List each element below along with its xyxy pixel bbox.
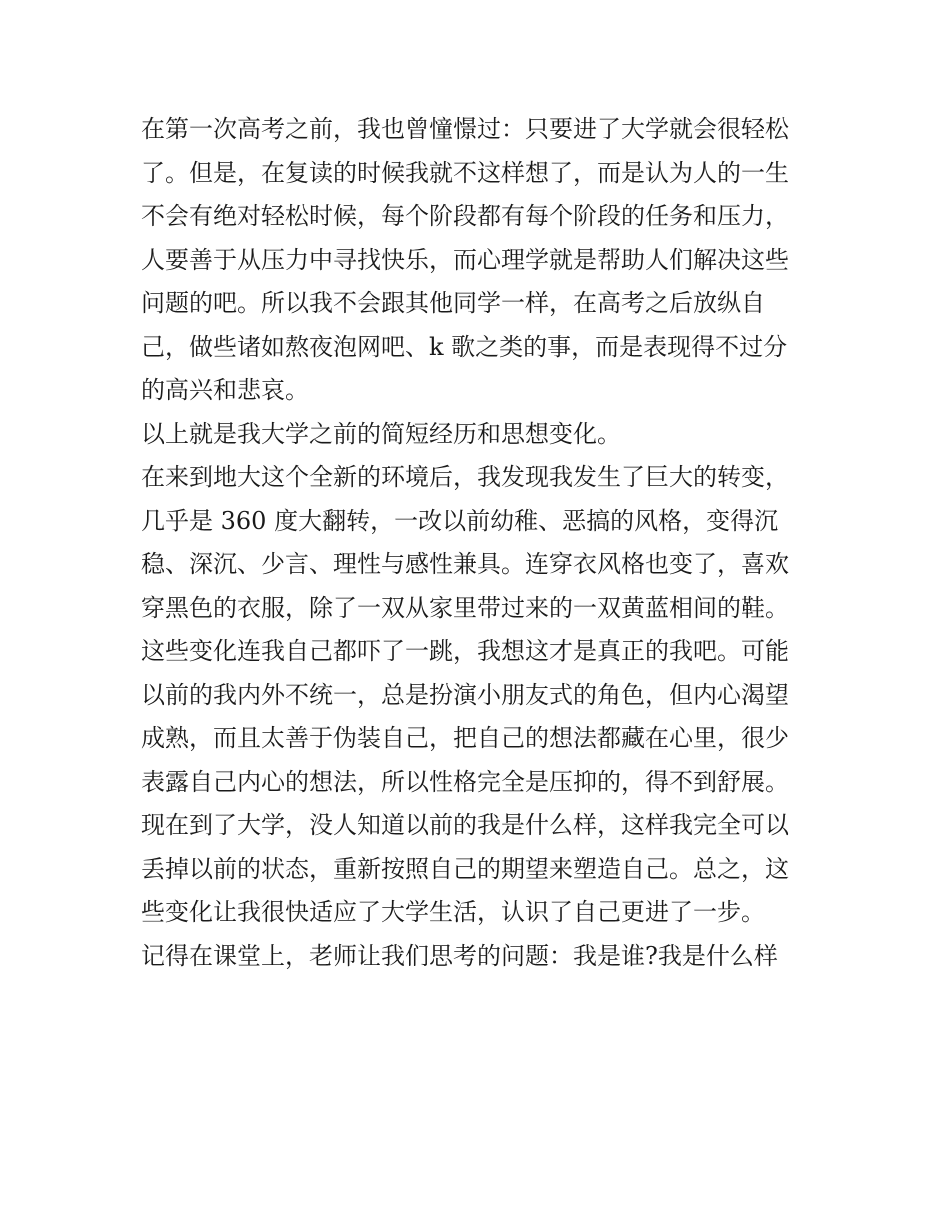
- text-line: 了。但是，在复读的时候我就不这样想了，而是认为人的一生: [141, 158, 789, 187]
- text-line: 丢掉以前的状态，重新按照自己的期望来塑造自己。总之，这: [141, 854, 789, 883]
- text-line: 成熟，而且太善于伪装自己，把自己的想法都藏在心里，很少: [141, 724, 789, 752]
- text-line: 不会有绝对轻松时候，每个阶段都有每个阶段的任务和压力，: [141, 202, 789, 230]
- text-line: 稳、深沉、少言、理性与感性兼具。连穿衣风格也变了，喜欢: [141, 550, 789, 578]
- text-line: 己，做些诸如熬夜泡网吧、k 歌之类的事，而是表现得不过分: [141, 332, 788, 361]
- text-line: 人要善于从压力中寻找快乐，而心理学就是帮助人们解决这些: [141, 245, 789, 274]
- text-line: 在来到地大这个全新的环境后，我发现我发生了巨大的转变，: [141, 463, 789, 491]
- text-line: 现在到了大学，没人知道以前的我是什么样，这样我完全可以: [141, 811, 789, 839]
- text-line: 以前的我内外不统一，总是扮演小朋友式的角色，但内心渴望: [141, 680, 789, 709]
- text-line: 些变化让我很快适应了大学生活，认识了自己更进了一步。: [141, 898, 765, 926]
- text-line: 穿黑色的衣服，除了一双从家里带过来的一双黄蓝相间的鞋。: [141, 593, 789, 622]
- text-line: 几乎是 360 度大翻转，一改以前幼稚、恶搞的风格，变得沉: [141, 506, 779, 535]
- document-body: [141, 108, 817, 978]
- text-line: 这些变化连我自己都吓了一跳，我想这才是真正的我吧。可能: [141, 637, 789, 665]
- text-line: 问题的吧。所以我不会跟其他同学一样，在高考之后放纵自: [141, 289, 765, 317]
- text-line: 以上就是我大学之前的简短经历和思想变化。: [141, 419, 621, 448]
- text-line: 记得在课堂上，老师让我们思考的问题：我是谁?我是什么样: [141, 941, 778, 970]
- text-line: 的高兴和悲哀。: [141, 376, 309, 404]
- text-line: 表露自己内心的想法，所以性格完全是压抑的，得不到舒展。: [141, 767, 789, 796]
- text-line: 在第一次高考之前，我也曾憧憬过：只要进了大学就会很轻松: [141, 115, 789, 143]
